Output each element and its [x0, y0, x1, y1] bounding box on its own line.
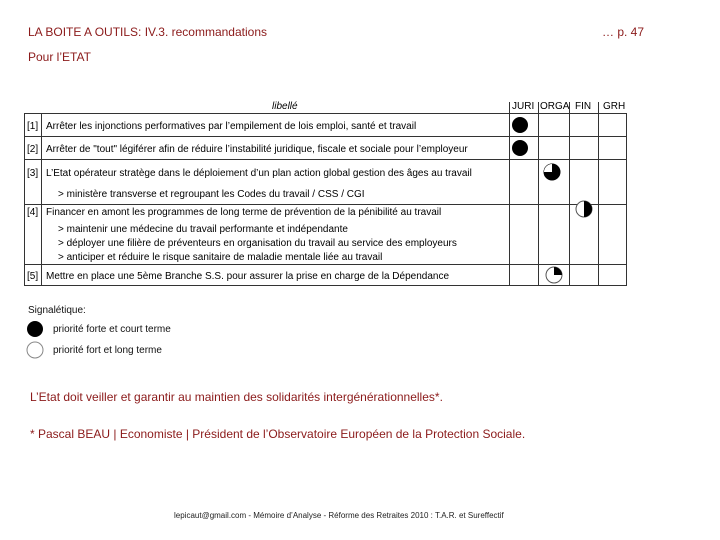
priority-full-icon	[512, 140, 528, 156]
legend-full-circle-icon	[27, 321, 43, 337]
row-1-number: [1]	[27, 121, 39, 132]
priority-half-icon	[576, 201, 592, 217]
row-4-text: Financer en amont les programmes de long terme de prévention de la pénibilité au travail	[46, 207, 442, 218]
row-4-sub-2: > déployer une filière de préventeurs en organisation du travail au service des employeurs	[58, 238, 457, 249]
row-4-sub-3: > anticiper et réduire le risque sanitaire de maladie mentale liée au travail	[58, 252, 383, 263]
legend-empty-circle-icon	[27, 342, 43, 358]
section-subtitle: Pour l’ETAT	[28, 50, 91, 64]
legend-item-short-term: priorité forte et court terme	[53, 324, 171, 335]
author-attribution: * Pascal BEAU | Economiste | Président de l’Observatoire Européen de la Protection Sociale.	[30, 427, 526, 441]
priority-quarter-icon	[546, 267, 562, 283]
legend-item-long-term: priorité fort et long terme	[53, 345, 162, 356]
legend-symbols	[25, 319, 47, 361]
col-header-grh: GRH	[603, 101, 626, 112]
row-3-text: L’Etat opérateur stratège dans le déploiement d’un plan action global gestion des âges au travail	[46, 168, 472, 179]
quote-text: L’Etat doit veiller et garantir au maintien des solidarités intergénérationnelles*.	[30, 390, 443, 404]
row-5-text: Mettre en place une 5ème Branche S.S. pour assurer la prise en charge de la Dépendance	[46, 271, 450, 282]
priority-three-quarter-icon	[544, 164, 560, 180]
page-number: … p. 47	[602, 25, 645, 39]
col-header-orga: ORGA	[540, 101, 570, 112]
page-footer: lepicaut@gmail.com - Mémoire d’Analyse - Réforme des Retraites 2010 : T.A.R. et Sureffectif	[174, 511, 504, 520]
row-3-number: [3]	[27, 168, 39, 179]
recommendations-table	[24, 98, 627, 286]
row-4-number: [4]	[27, 207, 39, 218]
row-2-text: Arrêter de "tout" légiférer afin de réduire l’instabilité juridique, fiscale et sociale pour l’employeur	[46, 144, 468, 155]
row-1-text: Arrêter les injonctions performatives par l’empilement de lois emploi, santé et travail	[46, 121, 417, 132]
col-header-juri: JURI	[512, 101, 535, 112]
row-4-sub-1: > maintenir une médecine du travail performante et indépendante	[58, 224, 348, 235]
document-title: LA BOITE A OUTILS: IV.3. recommandations	[28, 25, 268, 39]
libelle-header: libellé	[272, 101, 298, 112]
legend-title: Signalétique:	[28, 305, 86, 316]
priority-full-icon	[512, 117, 528, 133]
col-header-fin: FIN	[575, 101, 592, 112]
row-2-number: [2]	[27, 144, 39, 155]
row-3-sub-1: > ministère transverse et regroupant les Codes du travail / CSS / CGI	[58, 189, 365, 200]
row-5-number: [5]	[27, 271, 39, 282]
